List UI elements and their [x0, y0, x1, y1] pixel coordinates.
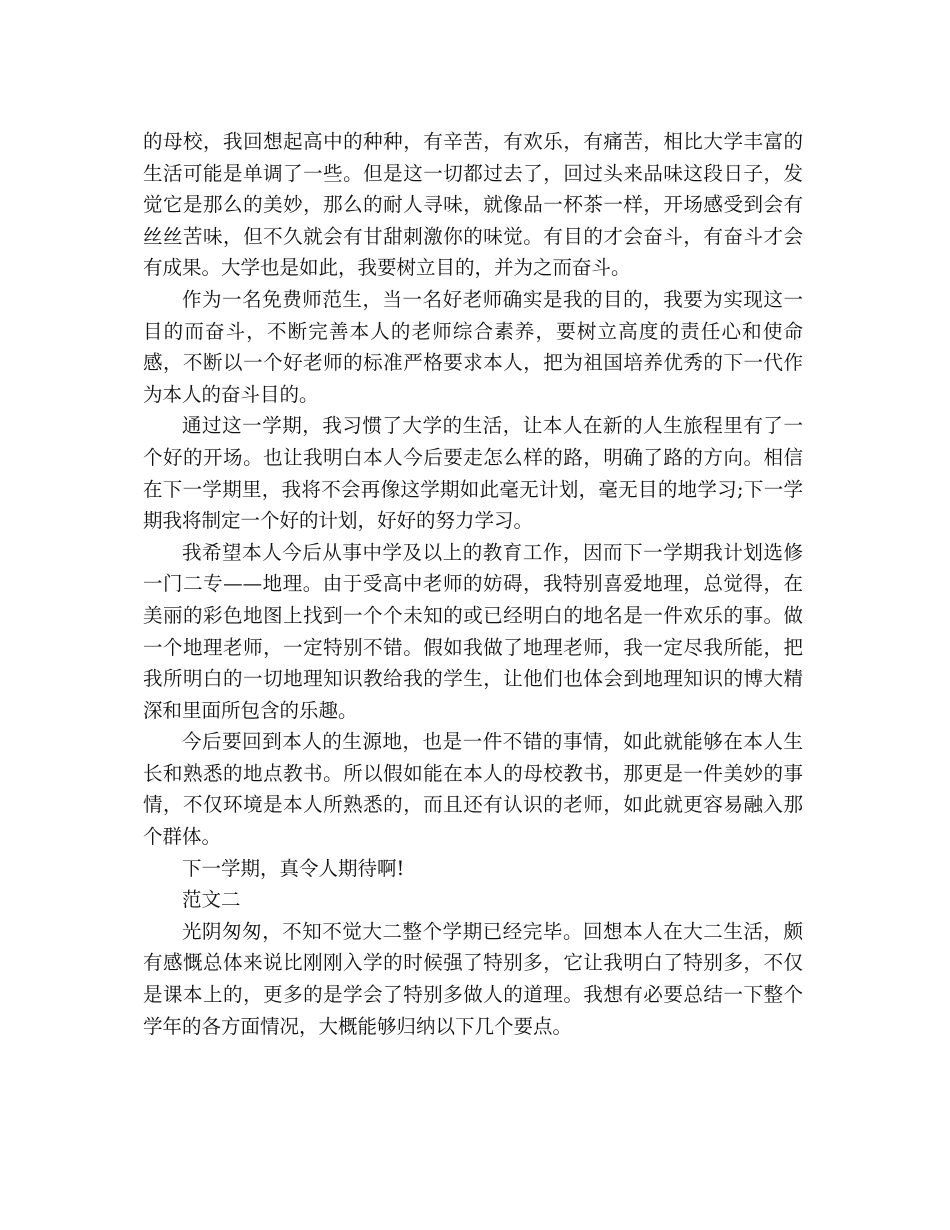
document-body — [143, 126, 803, 1042]
paragraph: 作为一名免费师范生，当一名好老师确实是我的目的，我要为实现这一目的而奋斗，不断完善本人的老师综合素养，要树立高度的责任心和使命感，不断以一个好老师的标准严格要求本人，把为祖国培养优秀的下一代作为本人的奋斗目的。 — [143, 287, 803, 406]
paragraph: 今后要回到本人的生源地，也是一件不错的事情，如此就能够在本人生长和熟悉的地点教书。所以假如能在本人的母校教书，那更是一件美妙的事情，不仅环境是本人所熟悉的，而且还有认识的老师，如此就更容易融入那个群体。 — [143, 730, 803, 849]
paragraph: 下一学期，真令人期待啊! — [182, 856, 405, 880]
paragraph: 光阴匆匆，不知不觉大二整个学期已经完毕。回想本人在大二生活，颇有感慨总体来说比刚刚入学的时候强了特别多，它让我明白了特别多，不仅是课本上的，更多的是学会了特别多做人的道理。我想有必要总结一下整个学年的各方面情况，大概能够归纳以下几个要点。 — [143, 919, 803, 1038]
paragraph: 通过这一学期，我习惯了大学的生活，让本人在新的人生旅程里有了一个好的开场。也让我明白本人今后要走怎么样的路，明确了路的方向。相信在下一学期里，我将不会再像这学期如此毫无计划，毫无目的地学习;下一学期我将制定一个好的计划，好好的努力学习。 — [143, 414, 803, 533]
section-heading: 范文二 — [182, 888, 241, 912]
paragraph: 我希望本人今后从事中学及以上的教育工作，因而下一学期我计划选修一门二专——地理。由于受高中老师的妨碍，我特别喜爱地理，总觉得，在美丽的彩色地图上找到一个个未知的或已经明白的地名是一件欢乐的事。做一个地理老师，一定特别不错。假如我做了地理老师，我一定尽我所能，把我所明白的一切地理知识教给我的学生，让他们也体会到地理知识的博大精深和里面所包含的乐趣。 — [143, 540, 803, 722]
paragraph: 的母校，我回想起高中的种种，有辛苦，有欢乐，有痛苦，相比大学丰富的生活可能是单调了一些。但是这一切都过去了，回过头来品味这段日子，发觉它是那么的美妙，那么的耐人寻味，就像品一杯茶一样，开场感受到会有丝丝苦味，但不久就会有甘甜刺激你的味觉。有目的才会奋斗，有奋斗才会有成果。大学也是如此，我要树立目的，并为之而奋斗。 — [143, 130, 803, 280]
